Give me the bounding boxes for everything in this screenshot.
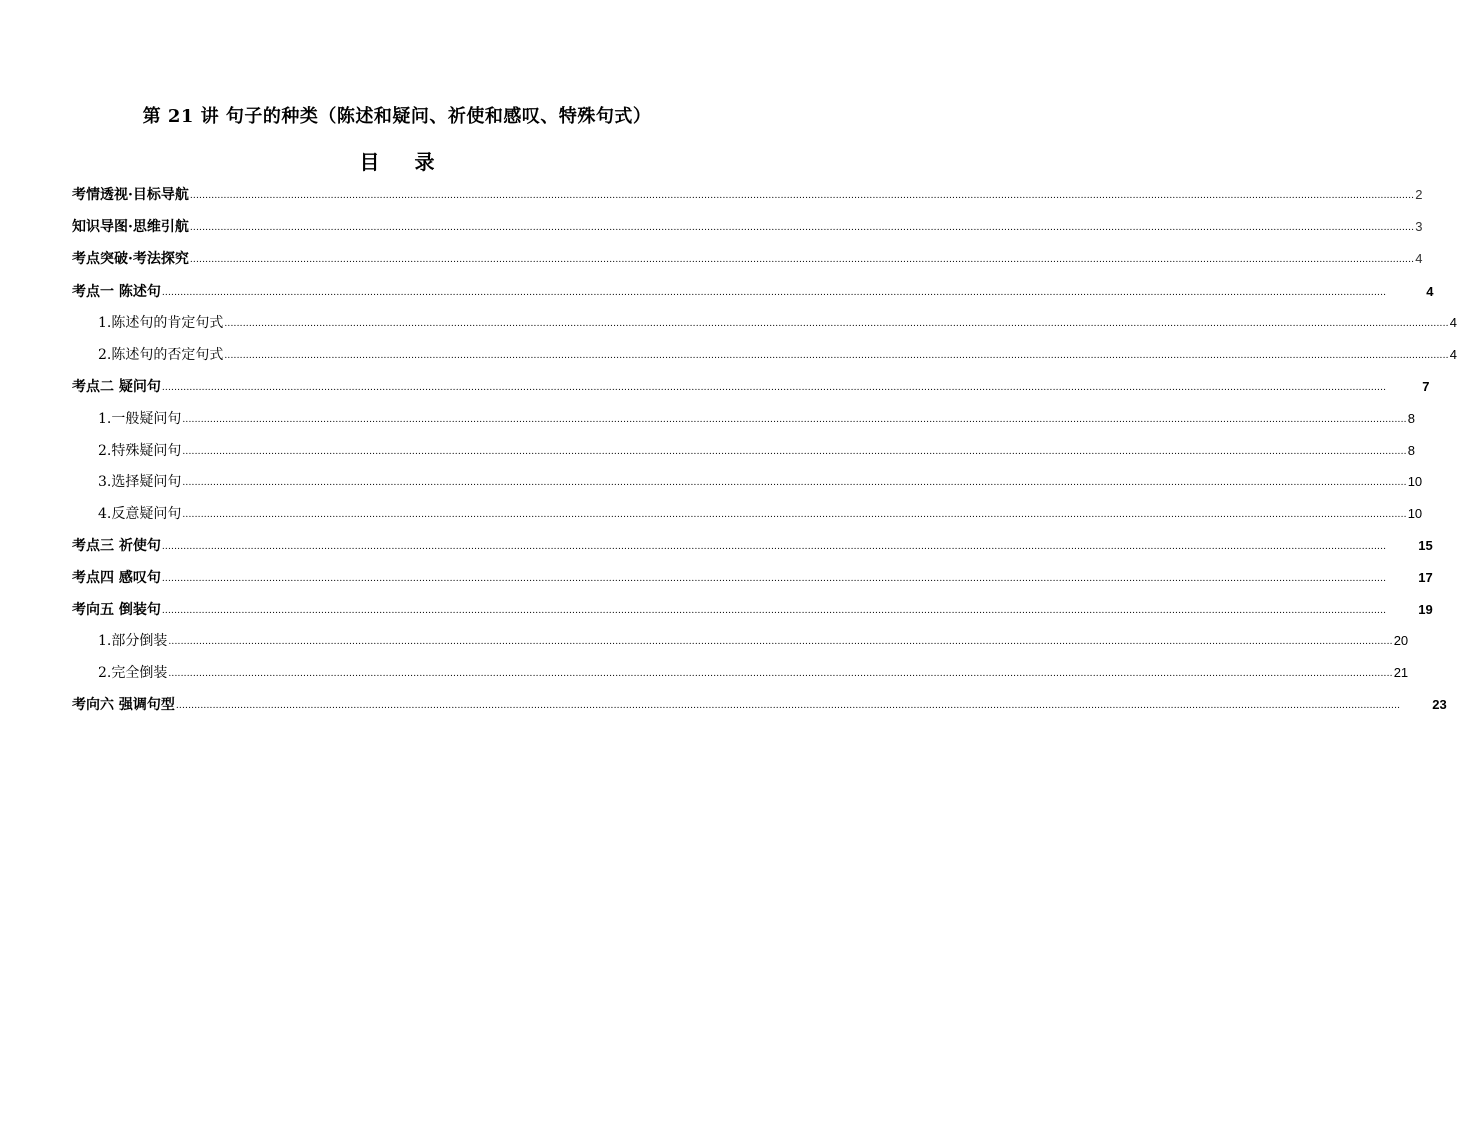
toc-entry[interactable] xyxy=(72,696,1447,714)
toc-entry[interactable] xyxy=(72,378,1430,396)
toc-entry-label: 1.陈述句的肯定句式 xyxy=(98,315,224,331)
toc-entry-label: 考点三 祈使句 xyxy=(72,538,161,554)
toc-leader-dots: ................................................................................................................................................................................................................................................................................................................................................................................................................ xyxy=(182,447,1407,457)
toc-entry[interactable] xyxy=(98,410,1415,428)
toc-leader-dots: ................................................................................................................................................................................................................................................................................................................................................................................................................ xyxy=(161,574,1387,584)
toc-entry[interactable] xyxy=(98,664,1409,682)
toc-leader-dots: ................................................................................................................................................................................................................................................................................................................................................................................................................ xyxy=(189,223,1415,233)
toc-entry[interactable] xyxy=(98,442,1415,460)
toc-entry[interactable] xyxy=(72,537,1433,555)
toc-entry-label: 考点一 陈述句 xyxy=(72,284,161,300)
document-title: 第 21 讲 句子的种类（陈述和疑问、祈使和感叹、特殊句式） xyxy=(142,106,652,127)
toc-entry-page: 8 xyxy=(1407,411,1415,426)
toc-leader-dots: ................................................................................................................................................................................................................................................................................................................................................................................................................ xyxy=(182,510,1407,520)
toc-leader-dots: ................................................................................................................................................................................................................................................................................................................................................................................................................ xyxy=(224,351,1449,361)
toc-entry-page: 2 xyxy=(1415,187,1423,202)
toc-entry-label: 1.一般疑问句 xyxy=(98,411,182,427)
toc-entry-label: 4.反意疑问句 xyxy=(98,506,182,522)
toc-entry-label: 考点突破·考法探究 xyxy=(72,251,189,267)
toc-entry[interactable] xyxy=(72,186,1423,204)
toc-leader-dots: ................................................................................................................................................................................................................................................................................................................................................................................................................ xyxy=(189,191,1415,201)
toc-entry-label: 考情透视·目标导航 xyxy=(72,187,189,203)
toc-entry-page: 4 xyxy=(1426,284,1434,299)
toc-leader-dots: ................................................................................................................................................................................................................................................................................................................................................................................................................ xyxy=(168,669,1393,679)
toc-entry[interactable] xyxy=(98,314,1457,332)
toc-heading: 目 录 xyxy=(359,150,449,174)
toc-entry[interactable] xyxy=(72,601,1433,619)
toc-entry[interactable] xyxy=(72,250,1423,268)
toc-leader-dots: ................................................................................................................................................................................................................................................................................................................................................................................................................ xyxy=(161,542,1387,552)
toc-entry-label: 3.选择疑问句 xyxy=(98,474,182,490)
toc-leader-dots: ................................................................................................................................................................................................................................................................................................................................................................................................................ xyxy=(182,478,1407,488)
toc-entry-page: 7 xyxy=(1422,379,1430,394)
toc-entry[interactable] xyxy=(98,346,1457,364)
toc-entry-label: 考向五 倒装句 xyxy=(72,602,161,618)
toc-entry-label: 知识导图·思维引航 xyxy=(72,219,189,235)
toc-leader-dots: ................................................................................................................................................................................................................................................................................................................................................................................................................ xyxy=(161,606,1387,616)
toc-leader-dots: ................................................................................................................................................................................................................................................................................................................................................................................................................ xyxy=(182,415,1407,425)
toc-entry-label: 2.完全倒装 xyxy=(98,665,168,681)
toc-entry-page: 21 xyxy=(1393,665,1409,680)
toc-leader-dots: ................................................................................................................................................................................................................................................................................................................................................................................................................ xyxy=(224,319,1449,329)
toc-entry[interactable] xyxy=(72,569,1433,587)
toc-entry-page: 23 xyxy=(1432,697,1447,712)
toc-entry[interactable] xyxy=(72,218,1423,236)
toc-entry-page: 20 xyxy=(1393,633,1409,648)
toc-entry-label: 2.陈述句的否定句式 xyxy=(98,347,224,363)
toc-entry-page: 15 xyxy=(1418,538,1433,553)
toc-entry-page: 10 xyxy=(1407,506,1423,521)
toc-entry-page: 3 xyxy=(1415,219,1423,234)
toc-leader-dots: ................................................................................................................................................................................................................................................................................................................................................................................................................ xyxy=(161,383,1387,393)
toc-entry-page: 4 xyxy=(1415,251,1423,266)
toc-entry-page: 8 xyxy=(1407,443,1415,458)
toc-entry-label: 考点二 疑问句 xyxy=(72,379,161,395)
toc-leader-dots: ................................................................................................................................................................................................................................................................................................................................................................................................................ xyxy=(189,255,1415,265)
toc-entry[interactable] xyxy=(98,473,1423,491)
toc-leader-dots: ................................................................................................................................................................................................................................................................................................................................................................................................................ xyxy=(175,701,1401,711)
toc-entry[interactable] xyxy=(98,505,1423,523)
toc-leader-dots: ................................................................................................................................................................................................................................................................................................................................................................................................................ xyxy=(168,637,1393,647)
toc-entry[interactable] xyxy=(72,283,1434,301)
toc-entry-label: 考点四 感叹句 xyxy=(72,570,161,586)
toc-entry-label: 2.特殊疑问句 xyxy=(98,443,182,459)
toc-entry-label: 1.部分倒装 xyxy=(98,633,168,649)
toc-entry[interactable] xyxy=(98,632,1409,650)
toc-entry-page: 19 xyxy=(1418,602,1433,617)
toc-entry-label: 考向六 强调句型 xyxy=(72,697,175,713)
toc-entry-page: 17 xyxy=(1418,570,1433,585)
toc-entry-page: 4 xyxy=(1449,347,1457,362)
toc-leader-dots: ................................................................................................................................................................................................................................................................................................................................................................................................................ xyxy=(161,288,1387,298)
toc-entry-page: 10 xyxy=(1407,474,1423,489)
toc-entry-page: 4 xyxy=(1449,315,1457,330)
